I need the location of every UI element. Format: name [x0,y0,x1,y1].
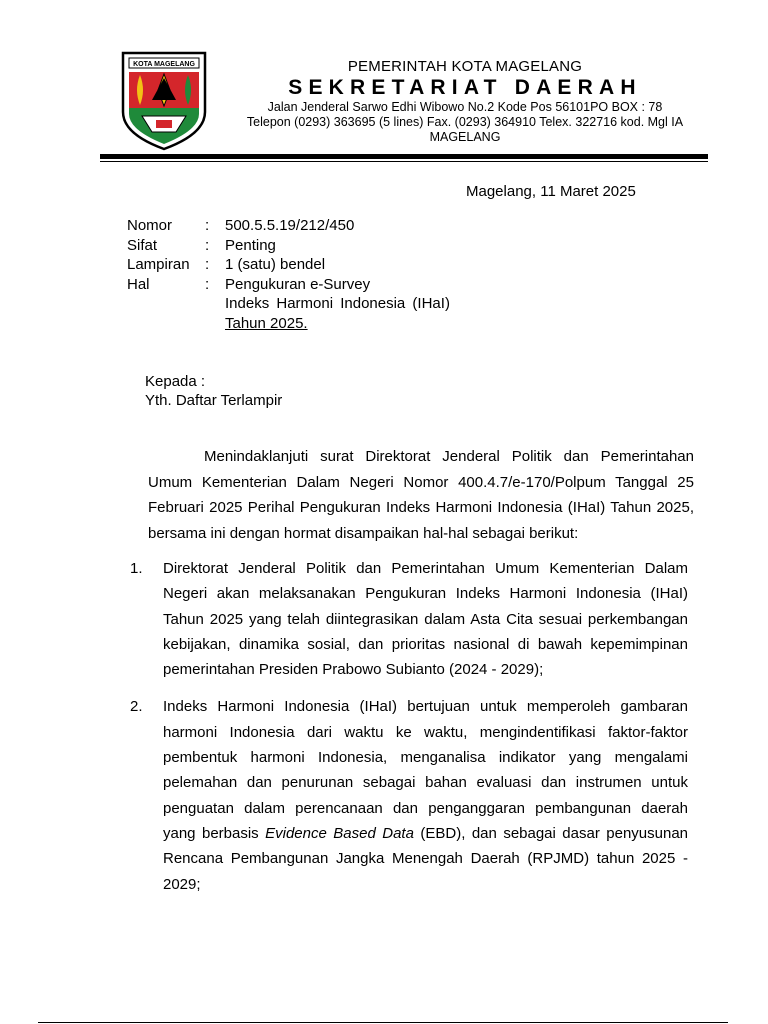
list-text-italic: Evidence Based Data [265,824,414,842]
page-bottom-rule [38,1022,728,1023]
list-number: 2. [130,698,143,716]
numbered-list [130,556,688,897]
list-item [130,556,688,682]
colon: : [205,236,210,254]
letterhead-rule-thick [100,154,708,159]
sifat-value: Penting [225,236,276,254]
office-name: SEKRETARIAT DAERAH [288,76,642,99]
list-text-before: Indeks Harmoni Indonesia (IHaI) bertujuan untuk memperoleh gambaran harmoni Indonesia dari waktu ke waktu, mengindentifikasi faktor-faktor pembentuk harmoni Indonesia, menganalisa indikator yang mengalami pelemahan dan penurunan sebagai bahan evaluasi dan instrumen untuk penguatan dalam perencanaan dan penganggaran pembangunan daerah yang berbasis [163,698,688,842]
list-text-after: (EBD), dan sebagai dasar penyusunan Rencana Pembangunan Jangka Menengah Daerah (RPJMD) tahun 2025 - 2029; [163,824,689,893]
office-address [210,100,720,145]
hal-line-3: Tahun 2025. [225,314,308,332]
meta-row-hal [127,275,485,334]
colon: : [205,256,210,273]
government-name: PEMERINTAH KOTA MAGELANG [347,58,583,75]
meta-row-nomor [127,216,485,236]
kepada-label: Kepada : [145,373,206,390]
letter-date: Magelang, 11 Maret 2025 [466,183,636,200]
logo-text: KOTA MAGELANG [133,61,195,68]
list-text: Direktorat Jenderal Politik dan Pemerintahan Umum Kementerian Dalam Negeri akan melaksanakan Pengukuran Indeks Harmoni Indonesia (IHaI) Tahun 2025 yang telah diintegrasikan dalam Asta Cita sesuai perkembangan kebijakan, dinamika sosial, dan prioritas nasional di bawah kepemimpinan pemerintahan Presiden Prabowo Subianto (2024 - 2029); [163,560,688,679]
lampiran-label: Lampiran [127,256,190,273]
meta-row-sifat [127,236,485,256]
hal-value [225,275,485,334]
hal-line-1: Pengukuran e-Survey [225,275,371,293]
sifat-label: Sifat [127,236,158,254]
nomor-label: Nomor [127,217,173,234]
recipient-name: Yth. Daftar Terlampir [145,392,283,409]
letter-meta [127,216,485,333]
kota-magelang-logo [120,50,208,152]
address-line-2: Telepon (0293) 363695 (5 lines) Fax. (0293) 364910 Telex. 322716 kod. Mgl IA [246,115,684,129]
address-line-1: Jalan Jenderal Sarwo Edhi Wibowo No.2 Kode Pos 56101PO BOX : 78 [267,100,663,114]
list-number: 1. [130,560,143,577]
list-text [163,694,688,896]
hal-label: Hal [127,275,150,293]
recipient-block [145,372,282,410]
colon: : [205,217,210,234]
intro-paragraph: Menindaklanjuti surat Direktorat Jenderal Politik dan Pemerintahan Umum Kementerian Dalam Negeri Nomor 400.4.7/e-170/Polpum Tanggal 25 Februari 2025 Perihal Pengukuran Indeks Harmoni Indonesia (IHaI) Tahun 2025, bersama ini dengan hormat disampaikan hal-hal sebagai berikut: [148,448,694,542]
colon: : [205,275,210,293]
letterhead-rule-thin [100,161,708,162]
meta-row-lampiran [127,255,485,275]
hal-line-2: Indeks Harmoni Indonesia (IHaI) [225,295,450,312]
address-line-3: MAGELANG [429,130,501,144]
nomor-value: 500.5.5.19/212/450 [225,217,355,234]
list-item [130,694,688,896]
lampiran-value: 1 (satu) bendel [225,256,326,273]
